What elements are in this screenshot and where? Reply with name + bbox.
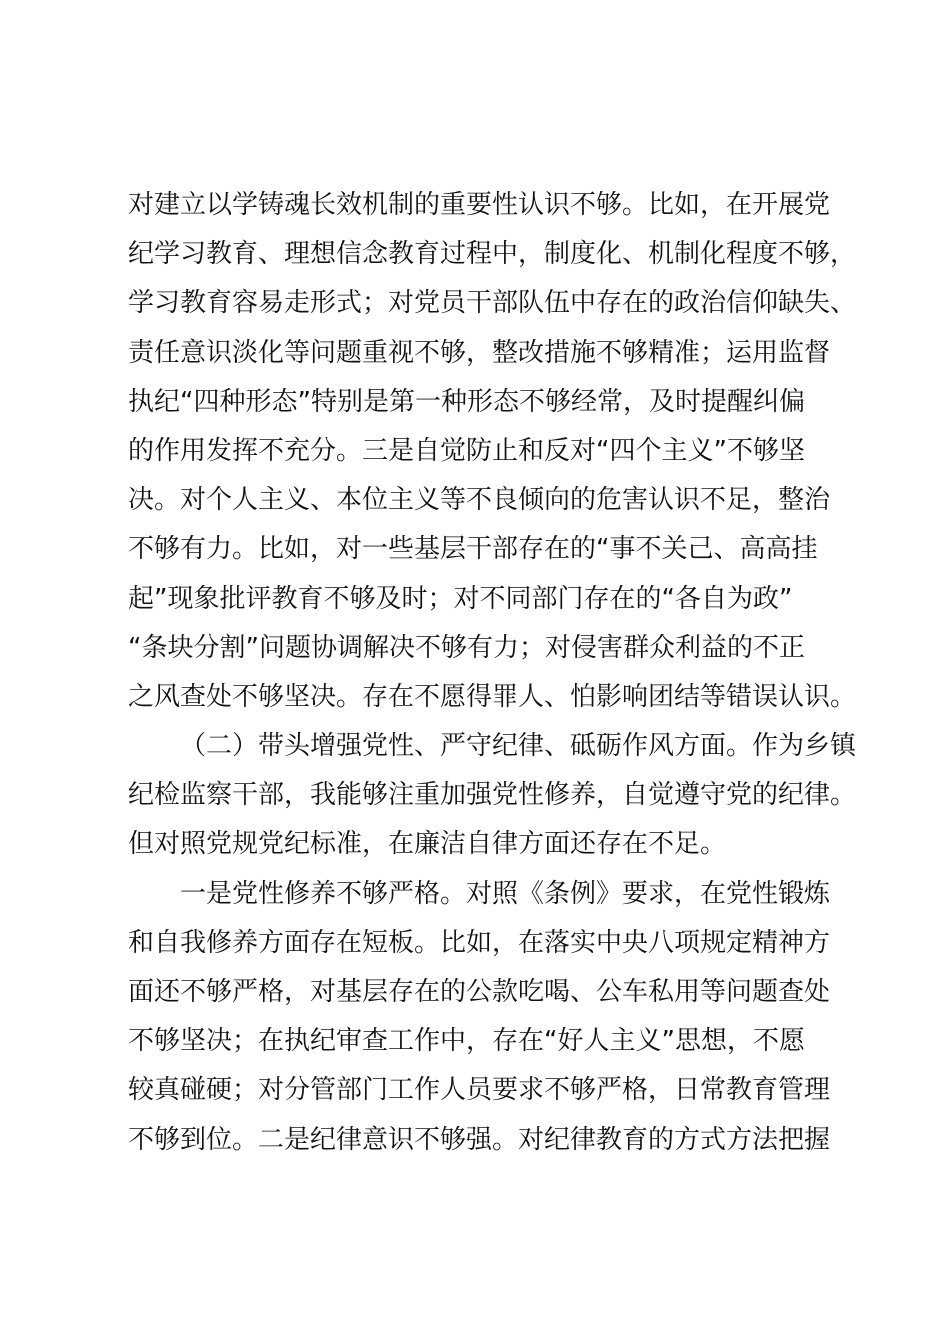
text-line: 责任意识淡化等问题重视不够，整改措施不够精准；运用监督 bbox=[128, 337, 831, 368]
text-line: 的作用发挥不充分。三是自觉防止和反对“四个主义”不够坚 bbox=[128, 435, 805, 466]
text-line: 不够到位。二是纪律意识不够强。对纪律教育的方式方法把握 bbox=[128, 1124, 831, 1155]
text-line: “条块分割”问题协调解决不够有力；对侵害群众利益的不正 bbox=[128, 632, 805, 663]
paragraph-first-line: 一是党性修养不够严格。对照《条例》要求，在党性锻炼 bbox=[180, 878, 831, 909]
text-line: 执纪“四种形态”特别是第一种形态不够经常，及时提醒纠偏 bbox=[128, 386, 805, 417]
text-line: 和自我修养方面存在短板。比如，在落实中央八项规定精神方 bbox=[128, 927, 831, 958]
text-line: 但对照党规党纪标准，在廉洁自律方面还存在不足。 bbox=[128, 829, 727, 860]
text-line: 不够有力。比如，对一些基层干部存在的“事不关己、高高挂 bbox=[128, 534, 818, 565]
text-line: 较真碰硬；对分管部门工作人员要求不够严格，日常教育管理 bbox=[128, 1075, 831, 1106]
text-line: 纪检监察干部，我能够注重加强党性修养，自觉遵守党的纪律。 bbox=[128, 780, 857, 811]
text-line: 面还不够严格，对基层存在的公款吃喝、公车私用等问题查处 bbox=[128, 977, 831, 1007]
text-line: 学习教育容易走形式；对党员干部队伍中存在的政治信仰缺失、 bbox=[128, 288, 857, 319]
text-line: 对建立以学铸魂长效机制的重要性认识不够。比如，在开展党 bbox=[128, 190, 831, 220]
text-line: 起”现象批评教育不够及时；对不同部门存在的“各自为政” bbox=[128, 583, 793, 614]
text-line: 不够坚决；在执纪审查工作中，存在“好人主义”思想，不愿 bbox=[128, 1026, 805, 1057]
text-line: 决。对个人主义、本位主义等不良倾向的危害认识不足，整治 bbox=[128, 485, 831, 516]
section-heading-line: （二）带头增强党性、严守纪律、砥砺作风方面。作为乡镇 bbox=[180, 731, 857, 762]
text-line: 之风查处不够坚决。存在不愿得罪人、怕影响团结等错误认识。 bbox=[128, 681, 857, 712]
document-body bbox=[128, 181, 857, 1165]
text-line: 纪学习教育、理想信念教育过程中，制度化、机制化程度不够， bbox=[128, 239, 857, 270]
